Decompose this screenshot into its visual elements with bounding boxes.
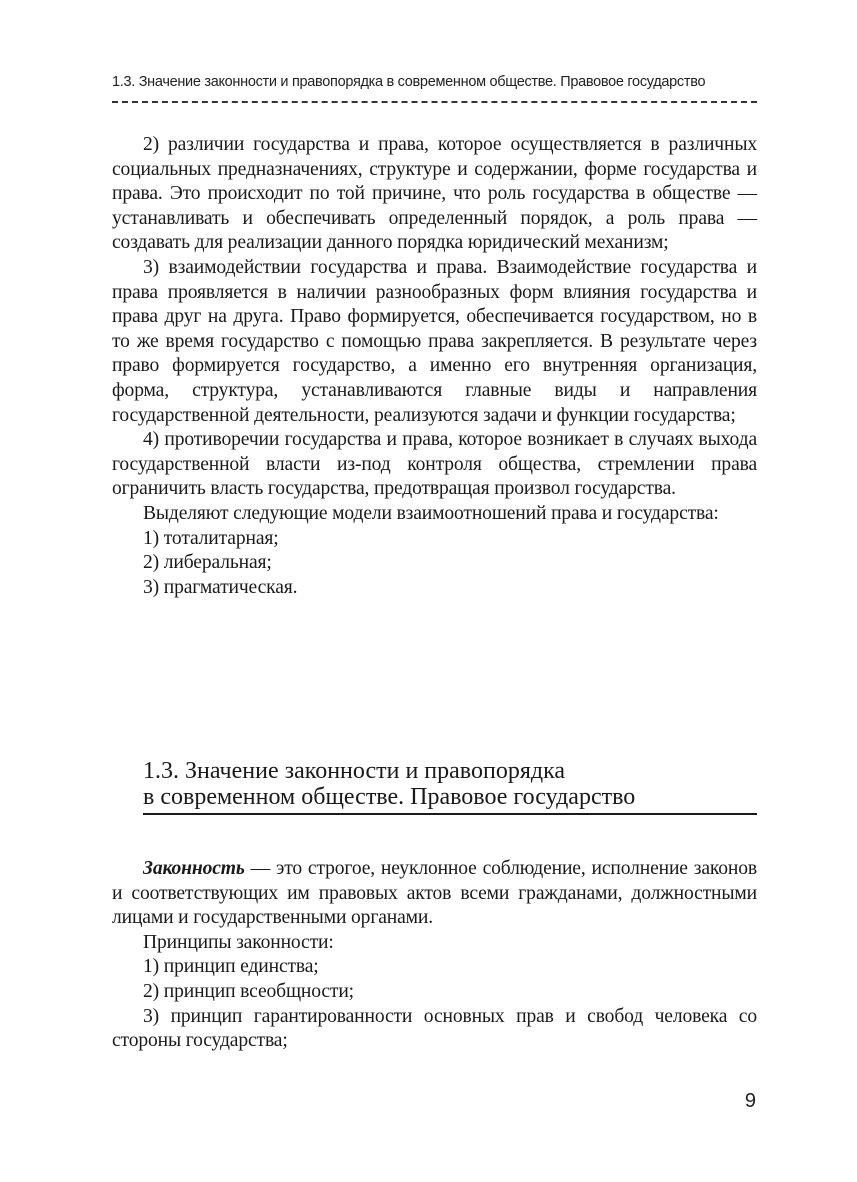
paragraph-legality-definition [112, 857, 757, 931]
paragraph-models-intro: Выделяют следующие модели взаимоотношений права и государства: [143, 502, 719, 524]
list-item-totalitarian: 1) тоталитарная; [143, 527, 279, 549]
defined-term: Законность [143, 858, 245, 879]
page-number: 9 [744, 1090, 756, 1112]
section-heading-line-1: 1.3. Значение законности и правопорядка [143, 758, 566, 784]
paragraph-state-law-contradiction: 4) противоречии государства и права, которое возникает в случаях выхода государственной власти из-под контроля общества, стремлении права ограничить власть государства, предотвращая произвол государства. [112, 429, 757, 500]
list-item-unity: 1) принцип единства; [143, 956, 319, 978]
paragraph-state-law-differences: 2) различии государства и права, которое осуществляется в различных социальных предназначениях, структуре и содержании, форме государства и права. Это происходит по той причине, что роль государства в обществе — устанавливать и обеспечивать определенный порядок, а роль права — создавать для реализации данного порядка юридический механизм; [112, 134, 757, 254]
paragraph-state-law-interaction: 3) взаимодействии государства и права. Взаимодействие государства и права проявляется в наличии разнообразных форм влияния государства и права друг на друга. Право формируется, обеспечивается государством, но в то же время государство с помощью права закрепляется. В результате через право формируется государство, а именно его внутренняя организация, форма, структура, устанавливаются главные виды и направления государственной деятельности, реализуются задачи и функции государства; [112, 256, 757, 426]
header-dashed-rule [112, 101, 757, 103]
list-item-liberal: 2) либеральная; [143, 552, 272, 574]
section-heading [143, 758, 757, 810]
body-text-top [112, 133, 757, 600]
body-text-bottom [112, 857, 757, 1054]
list-item-universality: 2) принцип всеобщности; [143, 980, 354, 1002]
paragraph-principles-intro: Принципы законности: [143, 931, 334, 953]
list-item-pragmatic: 3) прагматическая. [143, 576, 298, 598]
list-item-guarantee: 3) принцип гарантированности основных прав и свобод человека со стороны государства; [112, 1005, 757, 1052]
running-head: 1.3. Значение законности и правопорядка в современном обществе. Правовое государство [112, 74, 706, 90]
section-heading-line-2: в современном обществе. Правовое государство [143, 784, 636, 810]
definition-text: — это строгое, неуклонное соблюдение, исполнение законов и соответствующих им правовых актов всеми гражданами, должностными лицами и государственными органами. [112, 858, 757, 929]
section-heading-rule [143, 813, 757, 815]
